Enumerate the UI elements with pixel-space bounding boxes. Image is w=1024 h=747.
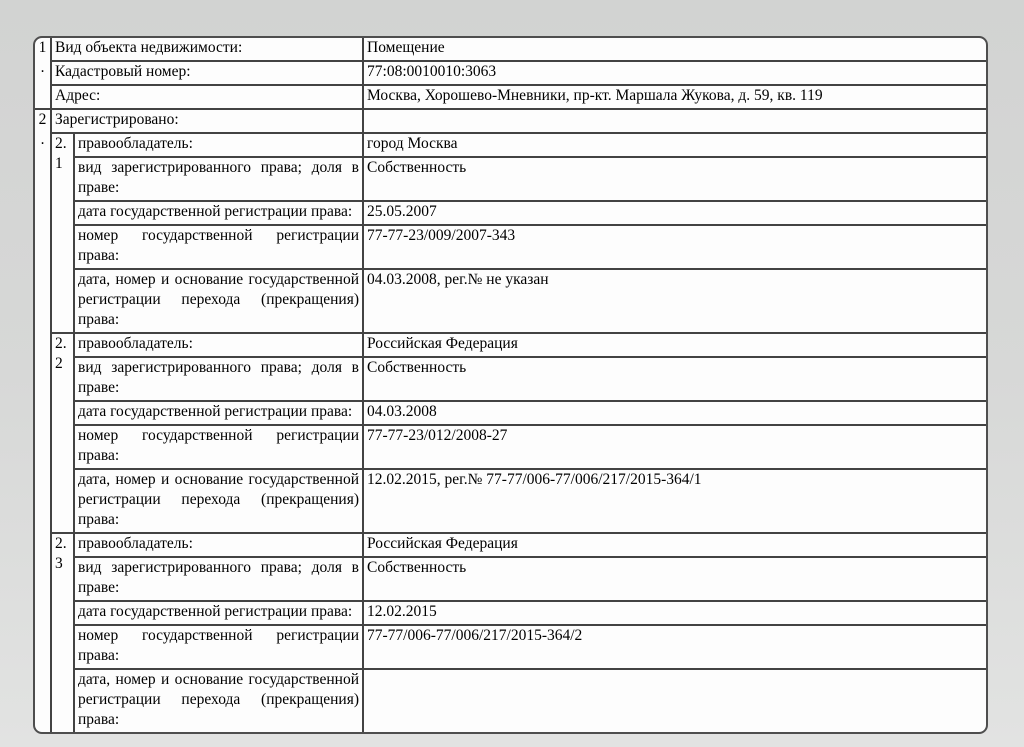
value-cell: 12.02.2015: [363, 601, 987, 625]
egrn-extract-table: [33, 36, 988, 734]
table-row: [34, 157, 987, 201]
label-cell: Кадастровый номер:: [51, 61, 363, 85]
table-row: [34, 61, 987, 85]
section-number-cell: 2.3: [51, 533, 74, 733]
table-row: [34, 401, 987, 425]
value-cell: 77-77-23/012/2008-27: [363, 425, 987, 469]
value-cell: Помещение: [363, 37, 987, 61]
value-cell: Москва, Хорошево-Мневники, пр-кт. Маршала Жукова, д. 59, кв. 119: [363, 85, 987, 109]
value-cell: [363, 109, 987, 133]
label-cell: номер государственной регистрации права:: [74, 625, 363, 669]
label-cell: Адрес:: [51, 85, 363, 109]
value-cell: 77-77-23/009/2007-343: [363, 225, 987, 269]
label-cell: вид зарегистрированного права; доля в праве:: [74, 557, 363, 601]
label-cell: дата, номер и основание государственной регистрации перехода (прекращения) права:: [74, 269, 363, 333]
value-cell: Собственность: [363, 557, 987, 601]
table-row: [34, 469, 987, 533]
label-cell: дата, номер и основание государственной регистрации перехода (прекращения) права:: [74, 669, 363, 733]
table-row: [34, 557, 987, 601]
label-cell: Зарегистрировано:: [51, 109, 363, 133]
value-cell: 77:08:0010010:3063: [363, 61, 987, 85]
table-row: [34, 225, 987, 269]
value-cell: 04.03.2008: [363, 401, 987, 425]
table-row: [34, 269, 987, 333]
document-card: [33, 36, 988, 734]
label-cell: дата государственной регистрации права:: [74, 201, 363, 225]
table-row: [34, 425, 987, 469]
value-cell: Собственность: [363, 357, 987, 401]
section-number-cell: 2.1: [51, 133, 74, 333]
table-row: [34, 601, 987, 625]
value-cell: Российская Федерация: [363, 333, 987, 357]
label-cell: номер государственной регистрации права:: [74, 425, 363, 469]
label-cell: дата, номер и основание государственной регистрации перехода (прекращения) права:: [74, 469, 363, 533]
label-cell: Вид объекта недвижимости:: [51, 37, 363, 61]
label-cell: дата государственной регистрации права:: [74, 601, 363, 625]
value-cell: 77-77/006-77/006/217/2015-364/2: [363, 625, 987, 669]
table-row: [34, 109, 987, 133]
table-row: [34, 357, 987, 401]
label-cell: дата государственной регистрации права:: [74, 401, 363, 425]
value-cell: 12.02.2015, рег.№ 77-77/006-77/006/217/2015-364/1: [363, 469, 987, 533]
label-cell: вид зарегистрированного права; доля в праве:: [74, 357, 363, 401]
label-cell: номер государственной регистрации права:: [74, 225, 363, 269]
table-row: [34, 201, 987, 225]
value-cell: Собственность: [363, 157, 987, 201]
label-cell: правообладатель:: [74, 533, 363, 557]
row-number-cell: 2.: [34, 109, 51, 733]
table-row: [34, 533, 987, 557]
table-row: [34, 133, 987, 157]
row-number-cell: 1.: [34, 37, 51, 109]
table-row: [34, 37, 987, 61]
table-row: [34, 333, 987, 357]
label-cell: правообладатель:: [74, 133, 363, 157]
value-cell: [363, 669, 987, 733]
label-cell: правообладатель:: [74, 333, 363, 357]
section-number-cell: 2.2: [51, 333, 74, 533]
value-cell: 04.03.2008, рег.№ не указан: [363, 269, 987, 333]
table-row: [34, 669, 987, 733]
egrn-table-body: [34, 37, 987, 733]
table-row: [34, 85, 987, 109]
label-cell: вид зарегистрированного права; доля в праве:: [74, 157, 363, 201]
table-row: [34, 625, 987, 669]
value-cell: 25.05.2007: [363, 201, 987, 225]
value-cell: город Москва: [363, 133, 987, 157]
value-cell: Российская Федерация: [363, 533, 987, 557]
